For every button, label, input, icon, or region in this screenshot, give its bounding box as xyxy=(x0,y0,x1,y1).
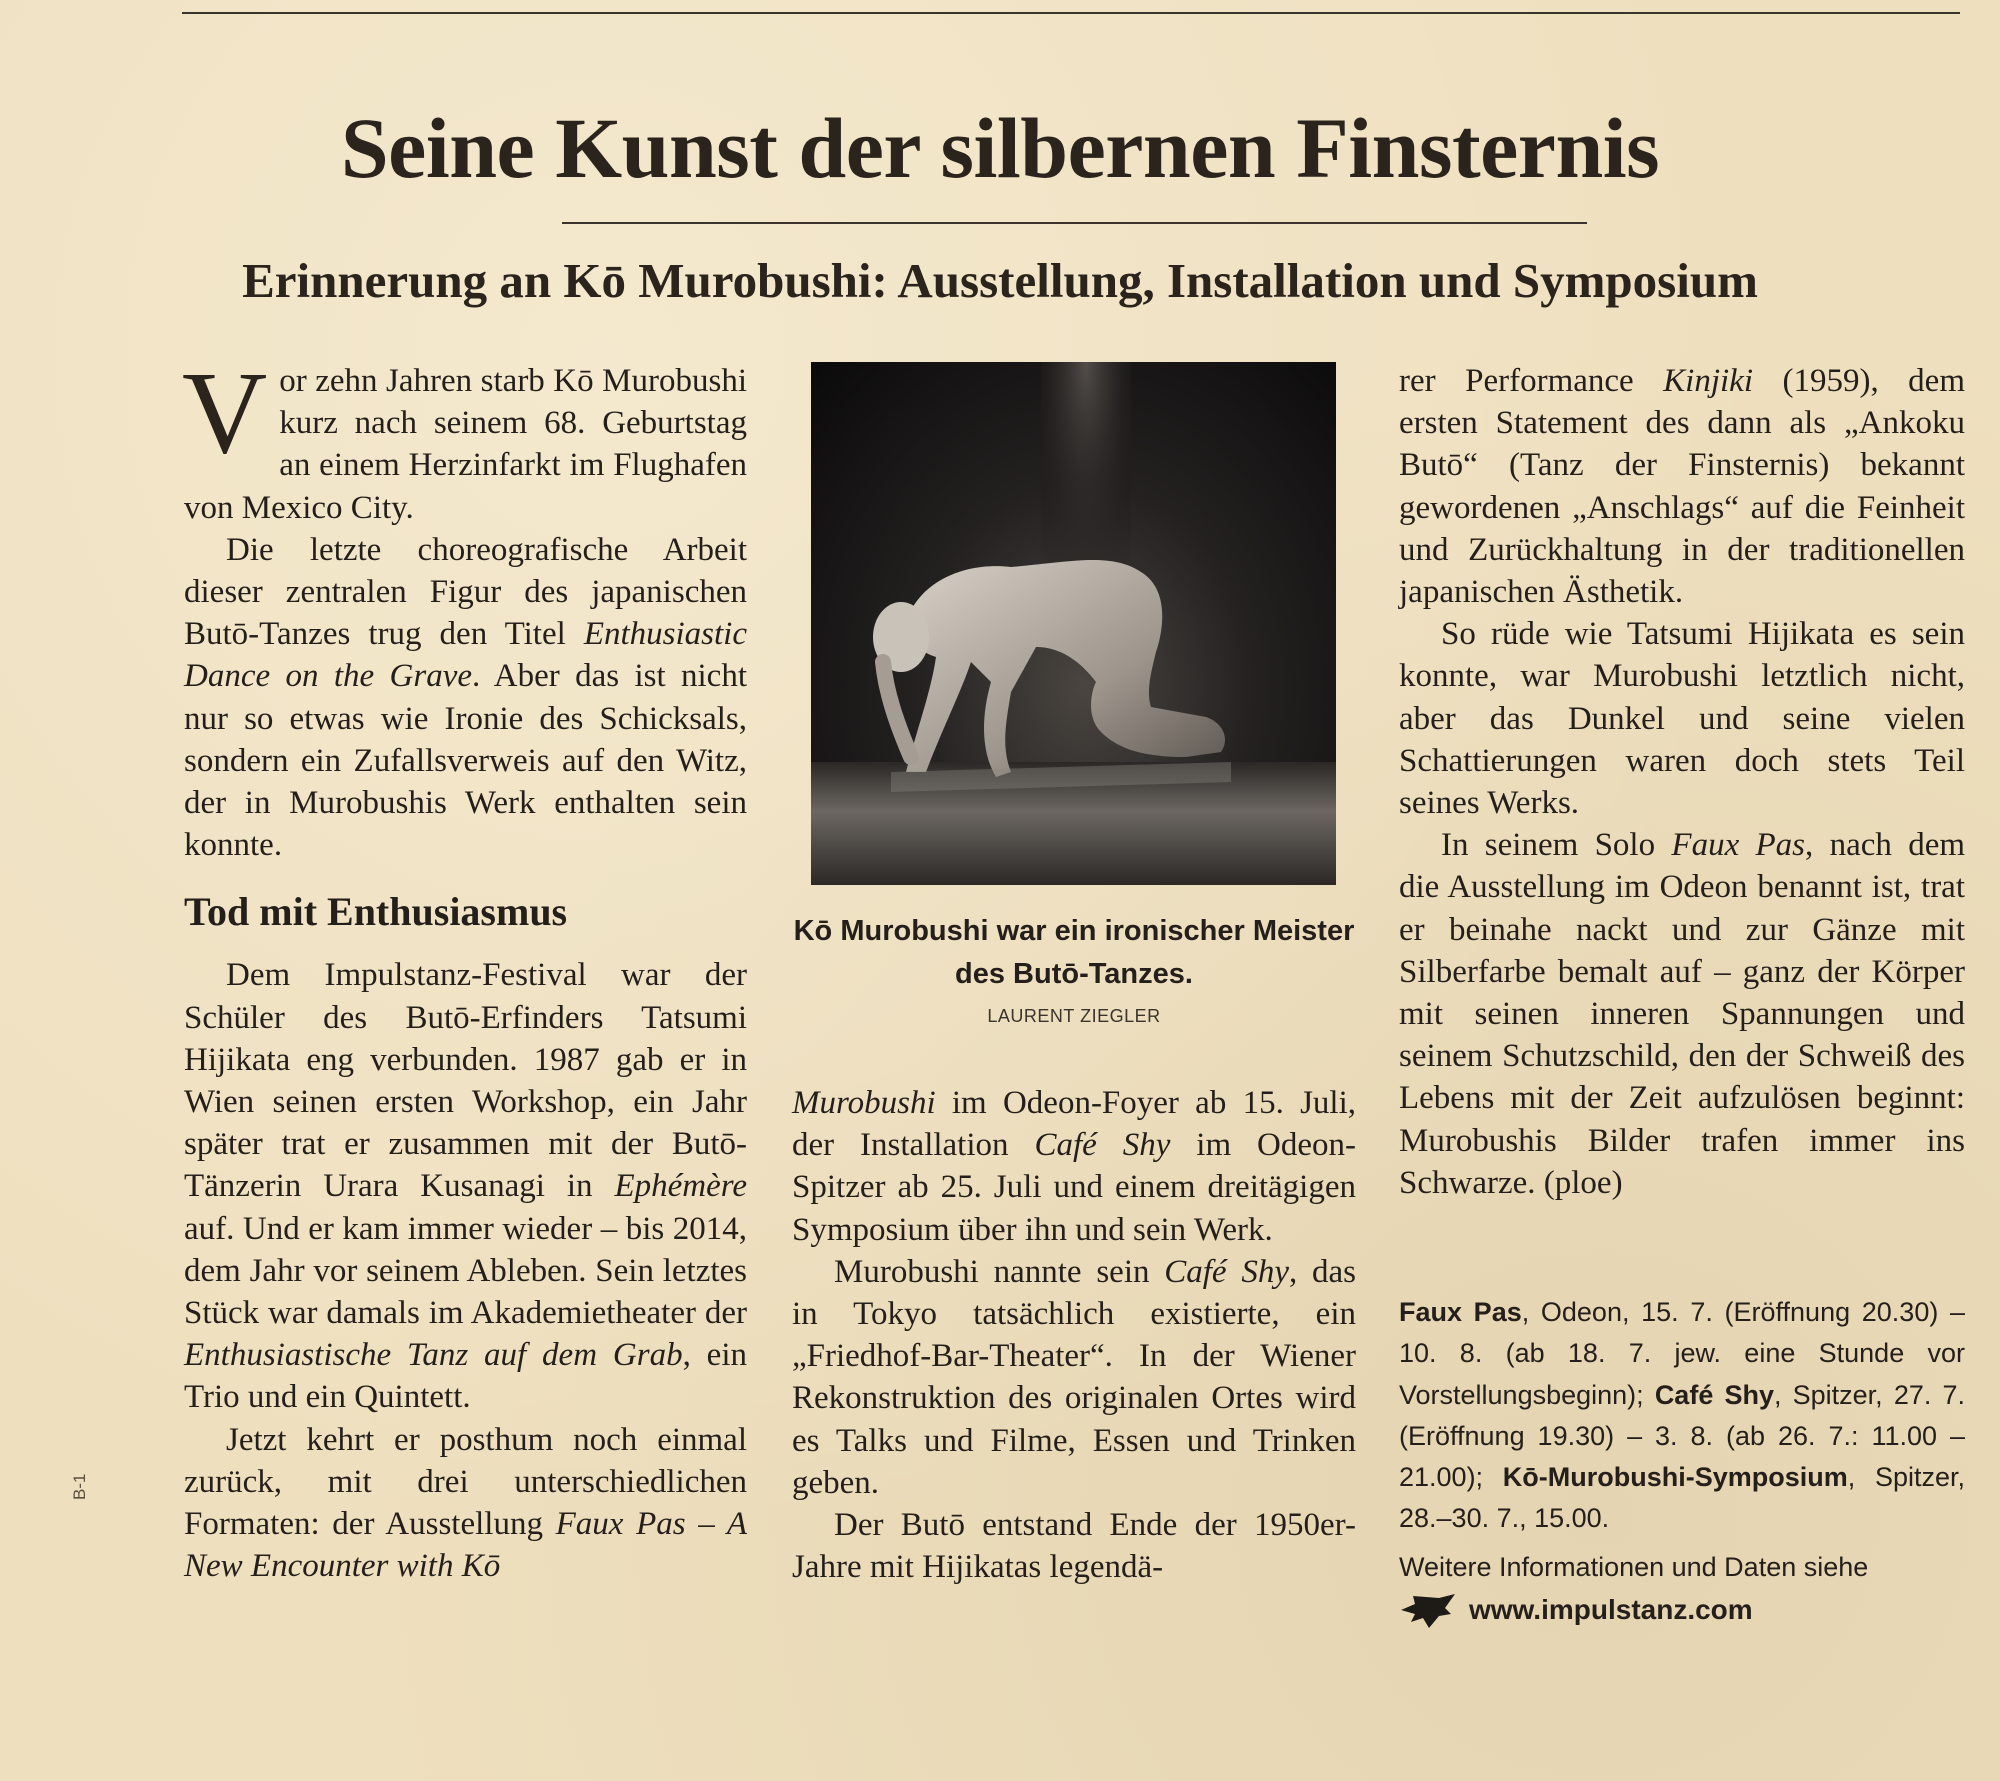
work-title: Murobushi xyxy=(792,1085,936,1121)
paragraph: Jetzt kehrt er posthum noch einmal zurück, mit drei unterschiedlichen Formaten: der Ausstellung Faux Pas – A New Encounter with Kō xyxy=(184,1421,747,1585)
event-name: Café Shy xyxy=(1654,1379,1774,1410)
event-name: Kō-Murobushi-Symposium xyxy=(1502,1462,1848,1493)
article-column-2 xyxy=(792,1082,1356,1588)
paragraph: Murobushi nannte sein Café Shy, das in Tokyo tatsächlich existierte, ein „Friedhof-Bar-Theater“. In der Wiener Rekonstruktion des originalen Ortes wird es Talks und Filme, Essen und Trinken geben. xyxy=(792,1253,1356,1501)
paragraph: rer Performance Kinjiki (1959), dem ersten Statement des dann als „Ankoku Butō“ (Tanz der Finsternis) bekannt gewordenen „Anschlags“ auf die Feinheit und Zurückhaltung in der traditionellen japanischen Ästhetik. xyxy=(1399,363,1965,611)
headline-rule xyxy=(562,222,1587,224)
top-rule xyxy=(182,12,1960,14)
paragraph: Murobushi im Odeon-Foyer ab 15. Juli, der Installation Café Shy im Odeon-Spitzer ab 25. Juli und einem dreitägigen Symposium über ihn und sein Werk. xyxy=(792,1085,1357,1248)
work-title: Enthusiastische Tanz auf dem Grab xyxy=(184,1337,683,1374)
more-info-text: Weitere Informationen und Daten siehe xyxy=(1399,1552,1869,1582)
website-url[interactable]: www.impulstanz.com xyxy=(1469,1594,1753,1625)
paragraph: Der Butō entstand Ende der 1950er-Jahre mit Hijikatas legendä- xyxy=(792,1507,1356,1586)
work-title: Café Shy xyxy=(1034,1127,1171,1164)
article-column-1 xyxy=(182,347,747,1587)
paragraph: So rüde wie Tatsumi Hijikata es sein konnte, war Murobushi letztlich nicht, aber das Dunkel und seine vielen Schattierungen waren doch stets Teil seines Werks. xyxy=(1399,616,1965,822)
work-title: Enthusiastic Dance on the Grave xyxy=(184,616,747,695)
dancer-photo xyxy=(811,362,1336,885)
page-code: B-1 xyxy=(70,1473,89,1500)
crosshead: Tod mit Enthusiasmus xyxy=(184,889,568,935)
paragraph: In seinem Solo Faux Pas, nach dem die Ausstellung im Odeon benannt ist, trat er beinahe nackt und zur Gänze mit Silberfarbe bemalt auf – ganz der Körper mit seinen inneren Spannungen und seinem Schutzschild, den der Schweiß des Lebens mit der Zeit aufzulösen beginnt: Murobushis Bilder trafen immer ins Schwarze. (ploe) xyxy=(1399,827,1966,1201)
drop-cap: V xyxy=(182,347,268,478)
lead-text: or zehn Jahren starb Kō Murobushi kurz nach seinem 68. Geburtstag an einem Herzinfarkt im Flughafen von Mexico City. xyxy=(184,363,747,526)
work-title: Faux Pas xyxy=(1671,827,1806,864)
event-name: Faux Pas xyxy=(1399,1297,1522,1327)
photo-credit: LAURENT ZIEGLER xyxy=(987,1006,1161,1026)
photo-caption: Kō Murobushi war ein ironischer Meister des Butō-Tanzes. xyxy=(793,915,1355,990)
paragraph: Dem Impulstanz-Festival war der Schüler des Butō-Erfinders Tatsumi Hijikata eng verbunden. 1987 gab er in Wien seinen ersten Workshop, ein Jahr später trat er zusammen mit der Butō-Tänzerin Urara Kusanagi in Ephémère auf. Und er kam immer wieder – bis 2014, dem Jahr vor seinem Ableben. Sein letztes Stück war damals im Akademietheater der Enthusiastische Tanz auf dem Grab, ein Trio und ein Quintett. xyxy=(184,957,747,1416)
headline: Seine Kunst der silbernen Finsternis xyxy=(340,100,1660,196)
subheadline: Erinnerung an Kō Murobushi: Ausstellung, Installation und Symposium xyxy=(242,253,1758,308)
dancer-figure xyxy=(811,362,1336,885)
event-info: Faux Pas, Odeon, 15. 7. (Eröffnung 20.30) – 10. 8. (ab 18. 7. jew. eine Stunde vor Vorstellungsbeginn); Café Shy, Spitzer, 27. 7. (Eröffnung 19.30) – 3. 8. (ab 26. 7.: 11.00 –21.00); Kō-Murobushi-Symposium, Spitzer, 28.–30. 7., 15.00. xyxy=(1399,1297,1966,1534)
lead-paragraph xyxy=(182,347,747,529)
article-column-3 xyxy=(1399,360,1965,1204)
paragraph: Die letzte choreografische Arbeit dieser zentralen Figur des japanischen Butō-Tanzes trug den Titel Enthusiastic Dance on the Grave. Aber das ist nicht nur so etwas wie Ironie des Schicksals, sondern ein Zufallsverweis auf den Witz, der in Murobushis Werk enthalten sein konnte. xyxy=(184,531,747,864)
work-title: Café Shy xyxy=(1164,1253,1289,1290)
website-link[interactable] xyxy=(1399,1590,1753,1630)
work-title: Faux Pas – A New Encounter with Kō xyxy=(184,1506,747,1585)
work-title: Ephémère xyxy=(614,1168,747,1205)
arrow-icon xyxy=(1399,1590,1457,1630)
work-title: Kinjiki xyxy=(1663,363,1753,399)
